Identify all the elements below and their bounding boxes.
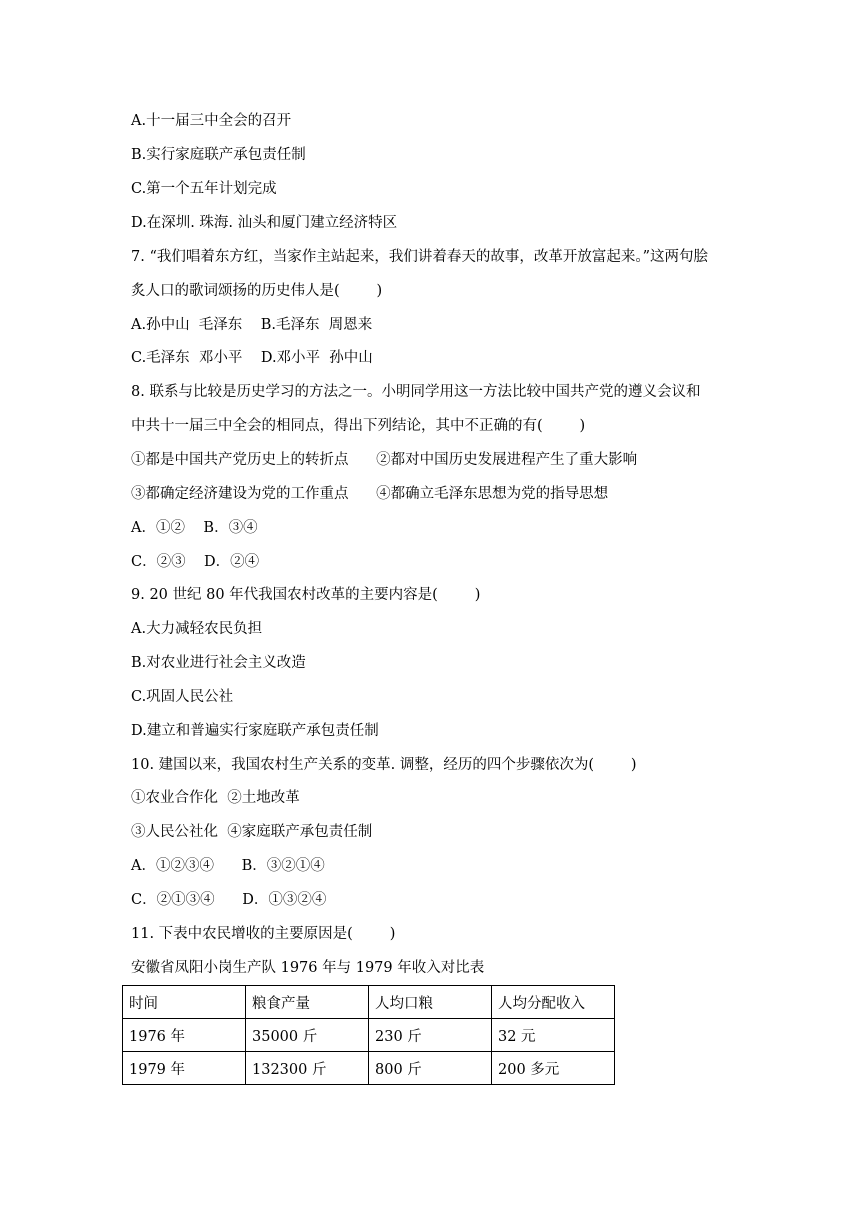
table-header-cell: 时间 [123, 986, 246, 1019]
table-header-cell: 人均口粮 [369, 986, 492, 1019]
question-8-line-1: 8. 联系与比较是历史学习的方法之一。小明同学用这一方法比较中国共产党的遵义会议和 [131, 384, 701, 400]
question-11: 11. 下表中农民增收的主要原因是( ) [131, 926, 396, 942]
option-6a: A.十一届三中全会的召开 [131, 113, 292, 129]
question-10: 10. 建国以来，我国农村生产关系的变革. 调整，经历的四个步骤依次为( ) [131, 757, 637, 773]
table-caption: 安徽省凤阳小岗生产队 1976 年与 1979 年收入对比表 [131, 960, 485, 976]
question-7-line-1: 7. “我们唱着东方红，当家作主站起来，我们讲着春天的故事，改革开放富起来。”这两句脍 [131, 249, 709, 265]
option-7ab: A.孙中山 毛泽东 B.毛泽东 周恩来 [131, 317, 373, 333]
table-header-row [123, 986, 615, 1019]
option-8cd: C．②③ D．②④ [131, 554, 260, 570]
table-cell: 35000 斤 [246, 1019, 369, 1052]
table-row [123, 1019, 615, 1052]
statement-8-12: ①都是中国共产党历史上的转折点 ②都对中国历史发展进程产生了重大影响 [131, 452, 638, 468]
question-7-line-2: 炙人口的歌词颂扬的历史伟人是( ) [131, 283, 383, 299]
table-cell: 132300 斤 [246, 1052, 369, 1085]
option-7cd: C.毛泽东 邓小平 D.邓小平 孙中山 [131, 350, 373, 366]
option-9c: C.巩固人民公社 [131, 689, 234, 705]
table-cell: 1979 年 [123, 1052, 246, 1085]
option-8ab: A．①② B．③④ [131, 520, 258, 536]
option-6c: C.第一个五年计划完成 [131, 181, 277, 197]
table-cell: 800 斤 [369, 1052, 492, 1085]
table-cell: 230 斤 [369, 1019, 492, 1052]
statement-8-34: ③都确定经济建设为党的工作重点 ④都确立毛泽东思想为党的指导思想 [131, 486, 609, 502]
option-9d: D.建立和普遍实行家庭联产承包责任制 [131, 723, 379, 739]
option-9a: A.大力减轻农民负担 [131, 621, 263, 637]
option-10ab: A．①②③④ B．③②①④ [131, 858, 325, 874]
table-cell: 1976 年 [123, 1019, 246, 1052]
option-9b: B.对农业进行社会主义改造 [131, 655, 306, 671]
table-cell: 32 元 [492, 1019, 615, 1052]
table-header-cell: 人均分配收入 [492, 986, 615, 1019]
option-6b: B.实行家庭联产承包责任制 [131, 147, 306, 163]
option-6d: D.在深圳. 珠海. 汕头和厦门建立经济特区 [131, 215, 398, 231]
table-row [123, 1052, 615, 1085]
question-8-line-2: 中共十一届三中全会的相同点，得出下列结论，其中不正确的有( ) [131, 418, 586, 434]
option-10cd: C．②①③④ D．①③②④ [131, 892, 327, 908]
table-cell: 200 多元 [492, 1052, 615, 1085]
statement-10-34: ③人民公社化 ④家庭联产承包责任制 [131, 824, 373, 840]
statement-10-12: ①农业合作化 ②土地改革 [131, 790, 300, 806]
income-comparison-table [122, 985, 615, 1085]
table-header-cell: 粮食产量 [246, 986, 369, 1019]
question-9: 9. 20 世纪 80 年代我国农村改革的主要内容是( ) [131, 587, 481, 603]
